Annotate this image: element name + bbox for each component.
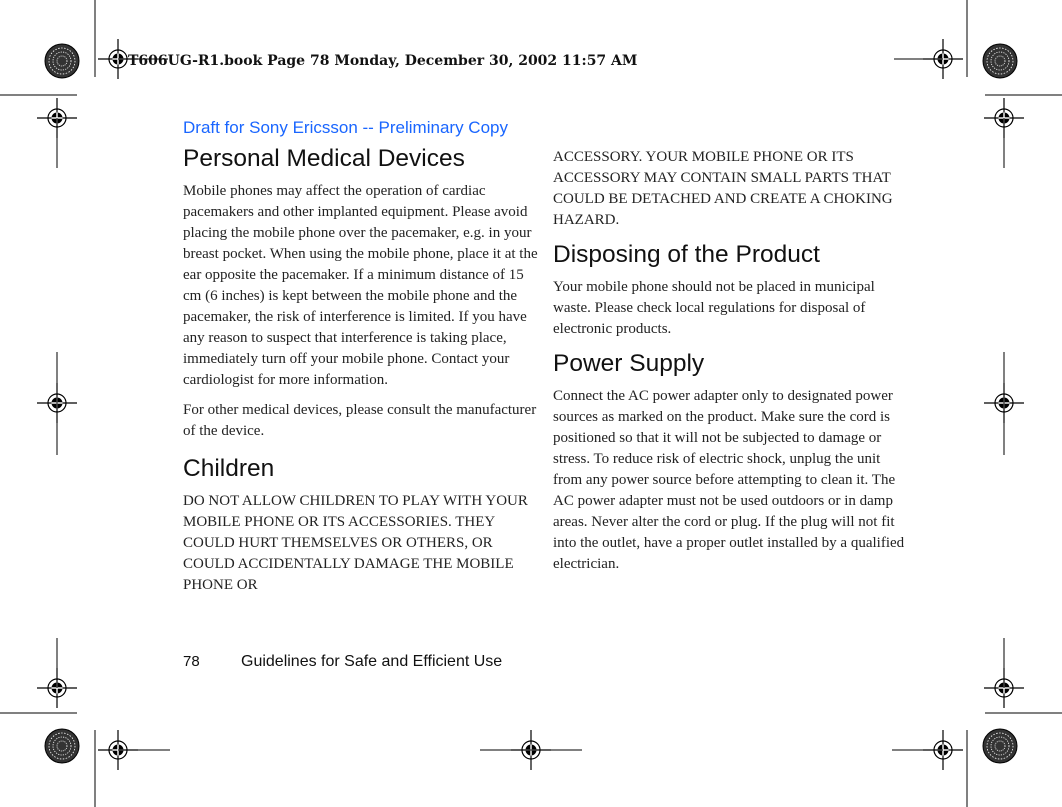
heading-disposing-of-product: Disposing of the Product [553, 241, 820, 268]
left-column [183, 145, 538, 596]
children-paragraph: DO NOT ALLOW CHILDREN TO PLAY WITH YOUR MOBILE PHONE OR ITS ACCESSORIES. THEY COULD HURT THEMSELVES OR OTHERS, OR COULD ACCIDENTALLY DAMAGE THE MOBILE PHONE OR [183, 493, 528, 593]
medical-paragraph-1: Mobile phones may affect the operation of cardiac pacemakers and other implanted equipment. Please avoid placing the mobile phone over the pacemaker, e.g. in your breast pocket. When using the mobile phone, place it at the ear opposite the pacemaker. If a minimum distance of 15 cm (6 inches) is kept between the mobile phone and the pacemaker, the risk of interference is limited. If you have any reason to suspect that interference is taking place, immediately turn off your mobile phone. Contact your cardiologist for more information. [183, 183, 538, 388]
draft-notice: Draft for Sony Ericsson -- Preliminary Copy [183, 118, 508, 137]
book-info-header: T606UG-R1.book Page 78 Monday, December 30, 2002 11:57 AM [128, 53, 638, 69]
medical-paragraph-2: For other medical devices, please consult the manufacturer of the device. [183, 402, 537, 439]
children-paragraph-continued: ACCESSORY. YOUR MOBILE PHONE OR ITS ACCESSORY MAY CONTAIN SMALL PARTS THAT COULD BE DETACHED AND CREATE A CHOKING HAZARD. [553, 149, 893, 228]
heading-children: Children [183, 455, 275, 482]
heading-power-supply: Power Supply [553, 350, 705, 377]
heading-personal-medical-devices: Personal Medical Devices [183, 145, 465, 172]
power-supply-paragraph: Connect the AC power adapter only to designated power sources as marked on the product. Make sure the cord is positioned so that it will not be subjected to damage or stress. To reduce risk of electric shock, unplug the unit from any power source before attempting to clean it. The AC power adapter must not be used outdoors or in damp areas. Never alter the cord or plug. If the plug will not fit into the outlet, have a proper outlet installed by a qualified electrician. [553, 388, 905, 572]
page-number: 78 [183, 653, 200, 670]
footer-section-title: Guidelines for Safe and Efficient Use [241, 653, 503, 670]
disposing-paragraph: Your mobile phone should not be placed in municipal waste. Please check local regulations for disposal of electronic products. [553, 279, 875, 337]
right-column [553, 147, 908, 575]
